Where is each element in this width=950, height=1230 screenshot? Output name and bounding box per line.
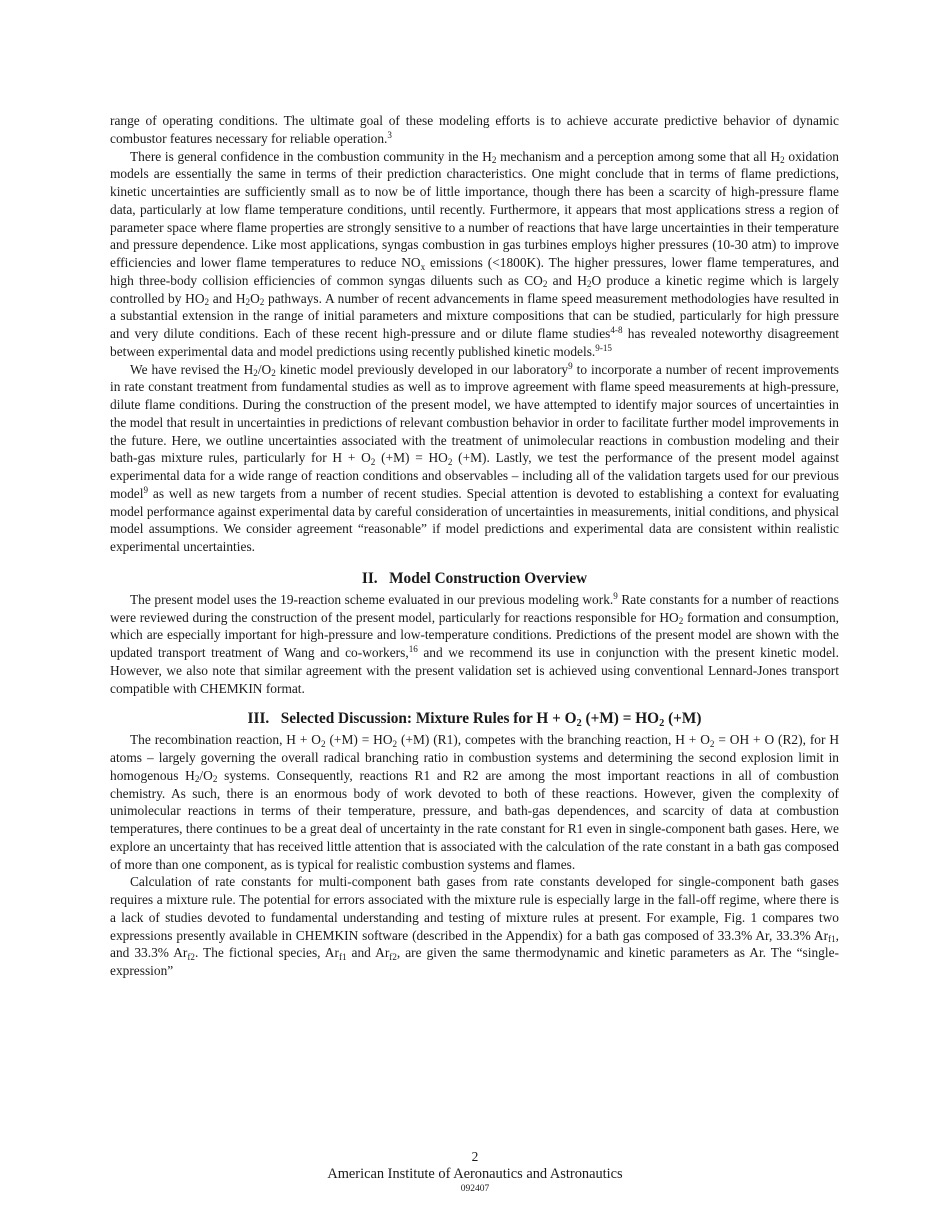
page-number: 2 <box>471 1149 479 1164</box>
section-heading-mixture-rules: III. Selected Discussion: Mixture Rules for $H + O_2$ $(+M) = HO_2$ (+M) <box>247 710 702 730</box>
paragraph-mixture-rule-calculation: Calculation of rate constants for multi-component bath gases from rate constants developed for single-component bath gases requires a mixture rule. The potential for errors associated with the mixture rule is especially large in the fall-off regime, where there is a lack of studies devoted to fundamental understanding and testing of mixture rules at present. For example, Fig. 1 compares two expressions presently available in CHEMKIN software (described in the Appendix) for a bath gas composed of 33.3% Ar, 33.3% $Ar_{f1}$, and 33.3% $Ar_{f2}$. The fictional species, $Ar_{f1}$ and $Ar_{f2}$, are given the same thermodynamic and kinetic parameters as Ar. The “single-expression” <box>110 874 839 978</box>
paragraph-h2-mechanism-confidence: There is general confidence in the combustion community in the $H_2$ mechanism and a perception among some that all $H_2$ oxidation models are essentially the same in terms of their prediction characteristics. One might conclude that in terms of flame predictions, kinetic uncertainties are sufficiently small as to now be of little importance, though there has been a scarcity of high-pressure flame data, particularly at low flame temperature conditions, until recently. Furthermore, it appears that most applications stress a region of parameter space where flame properties are strongly sensitive to a number of reactions that have large uncertainties in their temperature and pressure dependence. Like most applications, syngas combustion in gas turbines employs higher pressures (10-30 atm) to improve efficiencies and lower flame temperatures to reduce $NO_x$ emissions (<1800K). The higher pressures, lower flame temperatures, and high three-body collision efficiencies of common syngas diluents such as $CO_2$ and $H_2O$ produce a kinetic regime which is largely controlled by $HO_2$ and $H_2O_2$ pathways. A number of recent advancements in flame speed measurement methodologies have resulted in a substantial extension in the range of initial parameters and mixture compositions that can be studied, particularly for high pressure and very dilute conditions. Each of these recent high-pressure and or dilute flame studies$^{4-8}$ has revealed noteworthy disagreement between experimental data and model predictions using recently published kinetic models.$^{9-15}$ <box>110 148 840 359</box>
citation-ref: 9 <box>568 360 573 371</box>
paragraph-model-revision: We have revised the $H_2/O_2$ kinetic model previously developed in our laboratory$^9$ to incorporate a number of recent improvements in rate constant treatment from fundamental studies as well as to improve agreement with flame speed measurements at high-pressure, dilute flame conditions. During the construction of the present model, we have attempted to identify major sources of uncertainties in the model that result in uncertainties in predictions of relevant combustion behavior in order to facilitate further model improvements in the future. Here, we outline uncertainties associated with the treatment of unimolecular reactions in combustion modeling and their bath-gas mixture rules, particularly for $H + O_2$ $(+M) = HO_2$ (+M). Lastly, we test the performance of the present model against experimental data for a wide range of reaction conditions and observables – including all of the validation targets used for our previous model$^9$ as well as new targets from a number of recent studies. Special attention is devoted to establishing a context for evaluating model performance against experimental data by careful consideration of uncertainties in measurements, initial conditions, and physical model assumptions. We consider agreement “reasonable” if model predictions and experimental data are consistent within realistic experimental uncertainties. <box>110 360 839 554</box>
citation-ref: 4-8 <box>610 325 623 336</box>
paragraph-continuation: range of operating conditions. The ultimate goal of these modeling efforts is to achieve accurate predictive behavior of dynamic combustor features necessary for reliable operation.$^3$ <box>110 113 839 146</box>
citation-ref: 9 <box>613 591 618 602</box>
paragraph-recombination-reaction: The recombination reaction, $H + O_2$ $(+M) = HO_2$ (+M) (R1), competes with the branching reaction, $H + O_2$ = OH + O (R2), for H atoms – largely governing the overall radical branching ratio in combustion systems and determining the second explosion limit in homogenous $H_2/O_2$ systems. Consequently, reactions R1 and R2 are among the most important reactions in all of combustion chemistry. As such, there is an enormous body of work devoted to both of these reactions. However, given the complexity of unimolecular reactions in terms of their temperature, pressure, and bath-gas dependences, and scarcity of data at combustion temperatures, there continues to be a great deal of uncertainty in the rate constant for R1 even in single-component bath gases. Here, we explore an uncertainty that has received little attention that is associated with the calculation of the rate constant in a bath gas composed of more than one component, as is typical for realistic combustion systems and flames. <box>110 732 839 872</box>
paper-body <box>110 112 839 980</box>
paragraph-model-overview: The present model uses the 19-reaction scheme evaluated in our previous modeling work.$^9$ Rate constants for a number of reactions were reviewed during the construction of the present model, particularly for reactions responsible for $HO_2$ formation and consumption, which are especially important for high-pressure and low-temperature conditions. Predictions of the present model are shown with the updated transport treatment of Wang and co-workers,$^{16}$ and we recommend its use in conjunction with the present kinetic model. However, we also note that similar agreement with the present validation set is achieved using conventional Lennard-Jones transport compatible with CHEMKIN format. <box>110 591 840 696</box>
footer-organization: American Institute of Aeronautics and Astronautics <box>327 1166 623 1182</box>
page-footer <box>0 1149 950 1195</box>
section-heading-model-construction: II. Model Construction Overview <box>361 569 588 587</box>
citation-ref: 9-15 <box>595 343 612 354</box>
citation-ref: 16 <box>408 644 418 655</box>
footer-code: 092407 <box>460 1184 490 1194</box>
citation-ref: 3 <box>387 130 392 141</box>
citation-ref: 9 <box>143 485 149 496</box>
